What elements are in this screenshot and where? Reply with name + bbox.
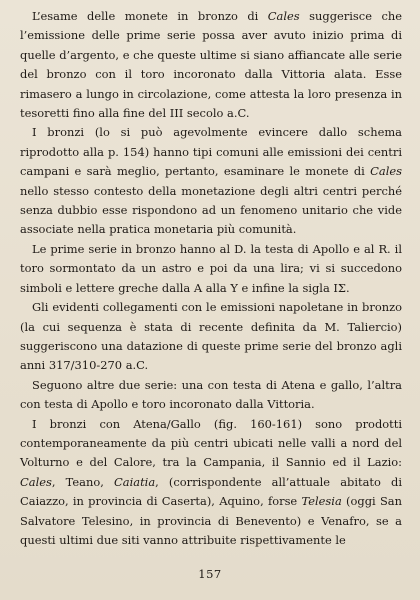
paragraph <box>20 123 402 239</box>
italic-text: Caiatia <box>114 474 156 489</box>
text-run: L’esame delle monete in bronzo di <box>32 9 268 23</box>
text-run: Seguono altre due serie: una con testa di Atena e gallo, l’altra con testa di Apollo e toro incoronato dalla Vittoria. <box>20 377 402 412</box>
text-run: I bronzi con Atena/Gallo (fig. 160-161) sono prodotti contemporaneamente da più centri ubicati nelle valli a nord del Volturno e del Calore, tra la Campania, il Sannio ed il Lazio: <box>20 416 402 470</box>
page-number: 157 <box>198 567 222 581</box>
italic-text: Cales <box>267 9 300 23</box>
text-run: I bronzi (lo si può agevolmente evincere dallo schema riprodotto alla p. 154) hanno tipi comuni alle emissioni dei centri campani e sarà meglio, pertanto, esaminare le monete di <box>20 125 402 179</box>
italic-text: Cales <box>370 164 402 179</box>
body-text <box>20 7 402 550</box>
paragraph <box>20 415 402 551</box>
text-run: Le prime serie in bronzo hanno al D. la testa di Apollo e al R. il toro sormontato da un astro e poi da una lira; vi si succedono simboli e lettere greche dalla A alla Y e infine la sigla ΙΣ. <box>20 241 402 295</box>
paragraph <box>20 376 402 415</box>
text-run: (oggi San Salvatore Telesino, in provincia di Benevento) e Venafro, se a questi ultimi due siti vanno attribuite rispettivamente le <box>20 494 402 547</box>
text-run: suggerisce che l’emissione delle prime serie possa aver avuto inizio prima di quelle d’argento, e che queste ultime si siano affiancate alle serie del bronzo con il toro incoronato dalla Vittoria alata. Esse rimasero a lungo in circolazione, come attesta la loro presenza in tesoretti fino alla fine del III secolo a.C. <box>20 9 402 121</box>
text-run: Gli evidenti collegamenti con le emissioni napoletane in bronzo (la cui sequenza è stata di recente definita da M. Taliercio) suggeriscono una datazione di queste prime serie del bronzo agli anni 317/310-270 a.C. <box>20 300 402 373</box>
text-run: , (corrispondente all’attuale abitato di Caiazzo, in provincia di Caserta), Aquino, forse <box>20 474 403 509</box>
text-run: nello stesso contesto della monetazione degli altri centri perché senza dubbio esse rispondono ad un fenomeno unitario che vide associate nella pratica monetaria più comunità. <box>20 183 402 237</box>
paragraph <box>20 298 402 376</box>
text-run: , Teano, <box>51 474 115 489</box>
paragraph <box>20 7 402 123</box>
italic-text: Cales <box>20 474 52 489</box>
paragraph <box>20 240 402 298</box>
italic-text: Telesia <box>301 494 342 509</box>
